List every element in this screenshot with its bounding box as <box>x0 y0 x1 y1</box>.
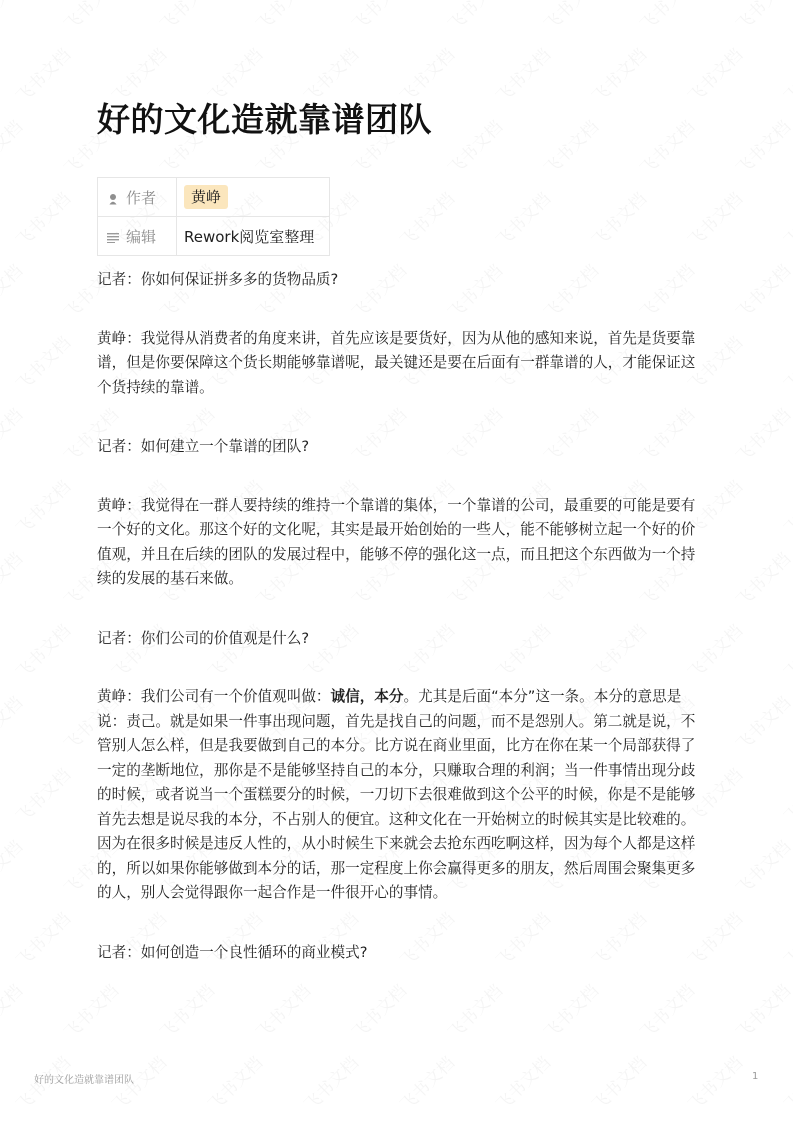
watermark-text <box>729 258 793 324</box>
watermark-text <box>57 978 123 1044</box>
footer-title: 好的文化造就靠谱团队 <box>34 1075 134 1086</box>
property-row-editor <box>98 217 330 256</box>
lines-icon <box>106 230 120 244</box>
answer-3-body: 。尤其是后面“本分”这一条。本分的意思是说：责己。就是如果一件事出现问题，首先是找自己的问题，而不是怨别人。第二就是说，不管别人怎么样，但是我要做到自己的本分。比方说在商业里面，比方在你在某一个局部获得了一定的垄断地位，那你是不是能够坚持自己的本分，只赚取合理的利润；当一件事情出现分歧的时候，或者说当一个蛋糕要分的时候，一刀切下去很难做到这个公平的时候，你是不是能够首先去想是说尽我的本分，不占别人的便宜。这种文化在一开始树立的时候其实是比较难的。因为在很多时候是违反人性的，从小时候生下来就会去抢东西吃啊这样，因为每个人都是这样的，所以如果你能够做到本分的话，那一定程度上你会赢得更多的朋友，然后周围会聚集更多的人，别人会觉得跟你一起合作是一件很开心的事情。 <box>97 688 696 901</box>
watermark-text <box>729 402 793 468</box>
person-icon <box>106 191 120 205</box>
watermark-text <box>537 978 603 1044</box>
paragraph-question-3: 记者：你们公司的价值观是什么? <box>97 629 310 647</box>
paragraph-answer-3 <box>97 685 697 906</box>
watermark-text <box>729 114 793 180</box>
watermark-text <box>249 978 315 1044</box>
watermark-text <box>0 114 27 180</box>
watermark-text <box>57 0 123 35</box>
document-title: 好的文化造就靠谱团队 <box>97 100 432 139</box>
author-tag[interactable]: 黄峥 <box>184 185 228 209</box>
paragraph-question-2: 记者：如何建立一个靠谱的团队? <box>97 438 310 455</box>
property-key-author <box>98 178 177 217</box>
watermark-text <box>777 762 793 828</box>
watermark-text <box>345 978 411 1044</box>
page-number: 1 <box>752 1071 759 1082</box>
watermark-text <box>777 42 793 108</box>
watermark-text <box>201 1050 267 1116</box>
watermark-text <box>0 258 27 324</box>
watermark-text <box>9 330 75 396</box>
watermark-text <box>9 474 75 540</box>
watermark-text <box>0 402 27 468</box>
watermark-text <box>489 1050 555 1116</box>
watermark-text <box>729 0 793 35</box>
watermark-text <box>777 186 793 252</box>
watermark-text <box>0 978 27 1044</box>
watermark-text <box>729 834 793 900</box>
watermark-text <box>9 42 75 108</box>
watermark-text <box>633 0 699 35</box>
paragraph-answer-1: 黄峥：我觉得从消费者的角度来讲，首先应该是要货好，因为从他的感知来说，首先是货要靠谱，但是你要保障这个货长期能够靠谱呢，最关键还是要在后面有一群靠谱的人，才能保证这个货持续的靠谱。 <box>97 329 696 396</box>
paragraph-question-1: 记者：你如何保证拼多多的货物品质? <box>97 271 339 288</box>
watermark-text <box>9 618 75 684</box>
watermark-text <box>585 1050 651 1116</box>
watermark-text <box>777 474 793 540</box>
watermark-text <box>729 690 793 756</box>
watermark-text <box>729 546 793 612</box>
watermark-text <box>153 0 219 35</box>
property-label: 编辑 <box>126 227 157 246</box>
watermark-text <box>777 1050 793 1116</box>
watermark-text <box>777 330 793 396</box>
watermark-text <box>393 1050 459 1116</box>
watermark-text <box>0 690 27 756</box>
watermark-text <box>0 546 27 612</box>
watermark-text <box>0 0 27 35</box>
values-emphasis: 诚信，本分 <box>330 688 404 705</box>
paragraph-question-4: 记者：如何创造一个良性循环的商业模式? <box>97 943 368 961</box>
watermark-text <box>249 0 315 35</box>
watermark-text <box>297 1050 363 1116</box>
property-row-author <box>98 178 330 217</box>
watermark-text <box>9 762 75 828</box>
watermark-text <box>441 978 507 1044</box>
watermark-text <box>633 978 699 1044</box>
watermark-text <box>681 1050 747 1116</box>
document-body <box>97 90 697 965</box>
property-value-author <box>177 178 330 217</box>
properties-table <box>97 177 330 256</box>
property-key-editor <box>98 217 177 256</box>
property-label: 作者 <box>126 188 157 207</box>
watermark-text <box>441 0 507 35</box>
watermark-text <box>0 834 27 900</box>
property-value-editor: Rework阅览室整理 <box>177 217 330 256</box>
watermark-text <box>153 978 219 1044</box>
watermark-text <box>9 906 75 972</box>
watermark-text <box>537 0 603 35</box>
watermark-text <box>9 186 75 252</box>
watermark-text <box>777 618 793 684</box>
answer-3-intro: 黄峥：我们公司有一个价值观叫做： <box>97 688 331 705</box>
watermark-text <box>345 0 411 35</box>
watermark-text <box>729 978 793 1044</box>
paragraph-answer-2: 黄峥：我觉得在一群人要持续的维持一个靠谱的集体，一个靠谱的公司，最重要的可能是要有一个好的文化。那这个好的文化呢，其实是最开始创始的一些人，能不能够树立起一个好的价值观，并且在后续的团队的发展过程中，能够不停的强化这一点，而且把这个东西做为一个持续的发展的基石来做。 <box>97 496 696 587</box>
watermark-text <box>777 906 793 972</box>
